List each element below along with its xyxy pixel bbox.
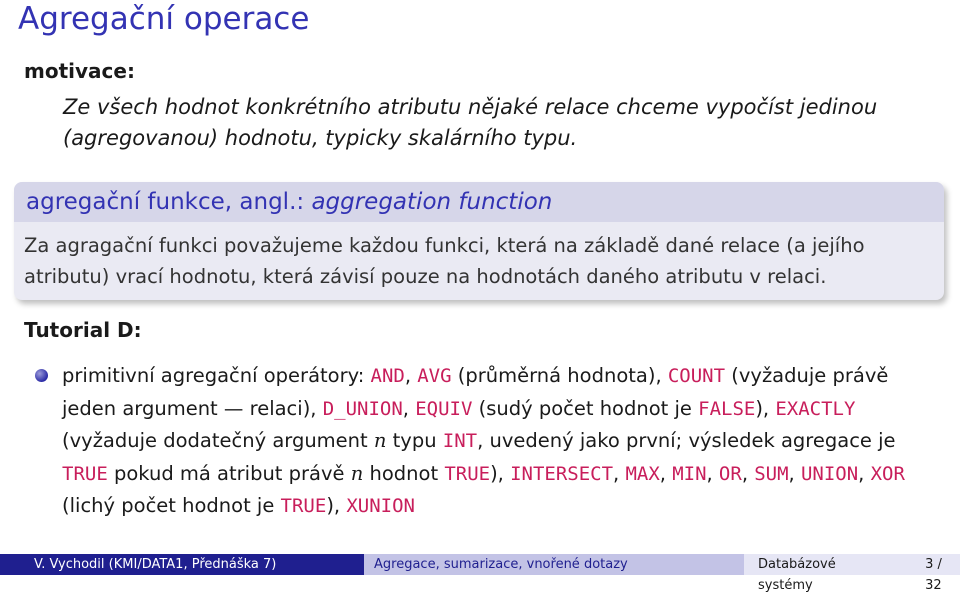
- slide-title: Agregační operace: [18, 1, 310, 37]
- text-fragment: ,: [706, 461, 719, 485]
- keyword-intersect: INTERSECT: [510, 462, 614, 485]
- text-fragment: pokud má atribut právě: [107, 461, 351, 485]
- definition-block: [14, 182, 944, 300]
- text-fragment: (vyžaduje právě jeden argument — relaci),: [62, 364, 889, 420]
- footer-topic: Agregace, sumarizace, vnořené dotazy: [364, 554, 744, 575]
- keyword-true: TRUE: [280, 495, 327, 517]
- keyword-true: TRUE: [444, 462, 491, 485]
- tutorial-text: [62, 360, 947, 523]
- keyword-equiv: EQUIV: [415, 397, 473, 420]
- text-fragment: ,: [404, 364, 418, 387]
- tutorial-heading: Tutorial D:: [24, 318, 142, 342]
- text-fragment: ,: [858, 461, 871, 485]
- keyword-int: INT: [442, 430, 478, 452]
- keyword-or: OR: [718, 462, 742, 485]
- text-fragment: (sudý počet hodnot je: [472, 396, 699, 420]
- text-fragment: ,: [788, 461, 801, 485]
- text-fragment: ,: [741, 461, 755, 485]
- keyword-exactly: EXACTLY: [775, 397, 856, 420]
- footer-right: [744, 554, 960, 593]
- keyword-false: FALSE: [698, 397, 756, 420]
- text-fragment: ,: [613, 461, 626, 485]
- text-fragment: , uvedený jako první; výsledek agregace je: [477, 429, 896, 452]
- text-fragment: hodnot: [363, 461, 445, 485]
- page-number: 3 / 32: [925, 557, 942, 593]
- definition-heading-plain: agregační funkce, angl.:: [26, 189, 312, 215]
- text-fragment: ,: [659, 461, 673, 485]
- text-fragment: primitivní agregační operátory:: [62, 364, 371, 387]
- keyword-and: AND: [370, 365, 405, 387]
- keyword-union: UNION: [800, 462, 859, 485]
- motivace-heading: motivace:: [24, 59, 135, 83]
- definition-heading: [14, 182, 944, 222]
- text-fragment: (vyžaduje dodatečný argument: [62, 429, 374, 452]
- footer-bar: [0, 554, 960, 593]
- footer-course: Databázové systémy: [758, 557, 836, 593]
- definition-heading-italic: aggregation function: [311, 189, 553, 215]
- math-n: n: [350, 461, 364, 485]
- math-n: n: [373, 429, 387, 452]
- text-fragment: ),: [490, 461, 511, 485]
- keyword-xor: XOR: [870, 462, 905, 485]
- motivace-text: Ze všech hodnot konkrétního atributu nějaké relace chceme vypočíst jedinou (agregovanou) hodnotu, typicky skalárního typu.: [63, 95, 878, 150]
- keyword-avg: AVG: [417, 365, 452, 387]
- keyword-count: COUNT: [667, 365, 726, 387]
- footer-author: V. Vychodil (KMI/DATA1, Přednáška 7): [0, 554, 364, 575]
- text-fragment: ),: [326, 494, 347, 517]
- keyword-xunion: XUNION: [346, 495, 415, 517]
- keyword-d-union: D_UNION: [322, 397, 403, 420]
- keyword-max: MAX: [625, 462, 660, 485]
- text-fragment: ,: [402, 396, 416, 420]
- keyword-true: TRUE: [62, 462, 108, 485]
- text-fragment: typu: [386, 429, 443, 452]
- keyword-sum: SUM: [754, 462, 789, 485]
- text-fragment: (průměrná hodnota),: [451, 364, 668, 387]
- text-fragment: ),: [755, 396, 776, 420]
- bullet-icon: [35, 369, 48, 382]
- definition-text: Za agragační funkci považujeme každou funkci, která na základě dané relace (a jejího atributu) vrací hodnotu, která závisí pouze na hodnotách daného atributu v relaci.: [24, 234, 865, 288]
- keyword-min: MIN: [672, 462, 707, 485]
- text-fragment: (lichý počet hodnot je: [62, 494, 281, 517]
